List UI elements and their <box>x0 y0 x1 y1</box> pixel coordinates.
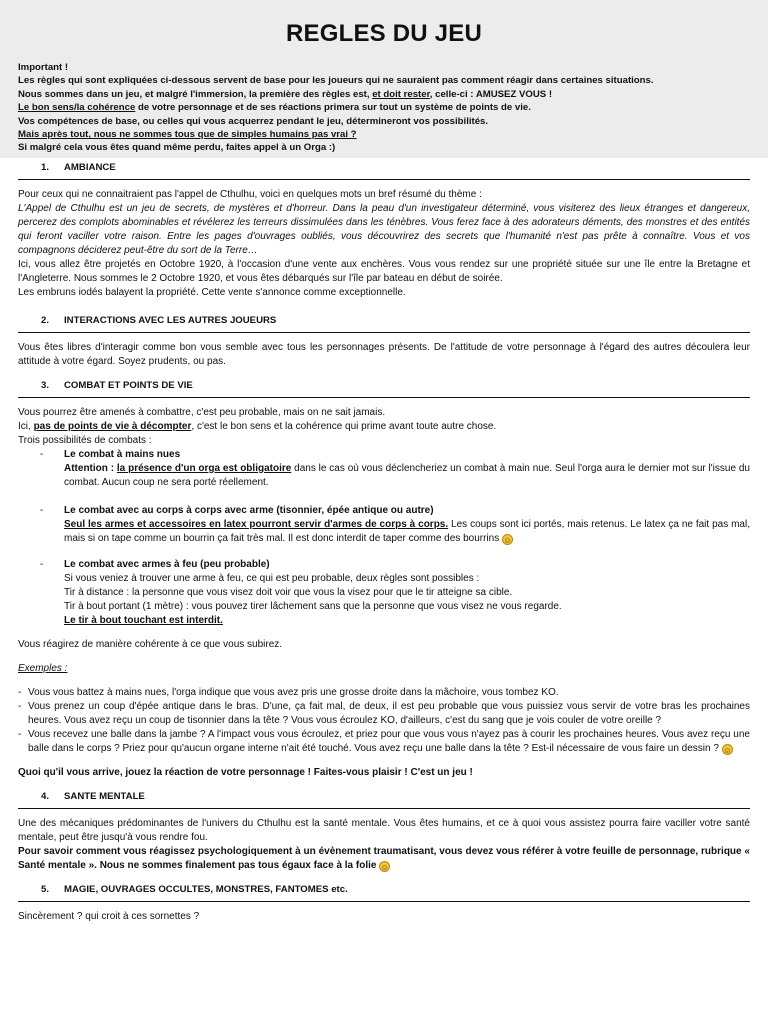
intro-block <box>18 61 750 155</box>
combat-melee: - Le combat avec au corps à corps avec arme (tisonnier, épée antique ou autre) Seul les armes et accessoires en latex pourront servir d'armes de corps à corps. Les coups sont ici portés, mais retenus. Le latex ça ne fait pas mal, mais si on tape comme un bourrin ça fait très mal. Il est donc interdit de taper comme des bourrins ☺ <box>40 504 750 545</box>
combat-melee-text: Seul les armes et accessoires en latex pourront servir d'armes de corps à corps. Les coups sont ici portés, mais retenus. Le latex ça ne fait pas mal, mais si on tape comme un bourrin ça fait très mal. Il est donc interdit de taper comme des bourrins ☺ <box>64 518 750 545</box>
example-item: - Vous vous battez à mains nues, l'orga indique que vous avez pris une grosse droite dans la mâchoire, vous tombez KO. <box>18 686 559 698</box>
examples-label: Exemples : <box>18 662 68 674</box>
section-heading-ambiance: 1. AMBIANCE <box>18 161 750 180</box>
combat-unarmed-text: Attention : la présence d'un orga est obligatoire dans le cas où vous déclencheriez un combat à main nue. Seul l'orga aura le dernier mot sur l'issue du combat. Aucun coup ne sera porté réellement. <box>64 462 750 488</box>
intro-line: Vos compétences de base, ou celles qui vous acquerrez pendant le jeu, détermineront vos possibilités. <box>18 115 489 127</box>
smiley-icon: ☺ <box>503 535 512 545</box>
mental-section <box>18 817 750 873</box>
document <box>18 0 750 924</box>
page-title: REGLES DU JEU <box>286 20 482 47</box>
magic-text: Sincèrement ? qui croit à ces sornettes ? <box>18 910 200 922</box>
mental-rule: Pour savoir comment vous réagissez psychologiquement à un évènement traumatisant, vous devez vous référer à votre feuille de personnage, rubrique « Santé mentale ». Nous ne sommes finalement pas tous égaux face à la folie ☺ <box>18 845 750 872</box>
firearms-line: Si vous veniez à trouver une arme à feu, ce qui est peu probable, deux règles sont possibles : <box>64 572 480 584</box>
combat-options-label: Trois possibilités de combats : <box>18 434 152 446</box>
combat-react: Vous réagirez de manière cohérente à ce que vous subirez. <box>18 638 283 650</box>
intro-line: Important ! <box>18 62 69 73</box>
ambiance-section <box>18 188 750 300</box>
combat-unarmed: - Le combat à mains nues Attention : la présence d'un orga est obligatoire dans le cas où vous déclencheriez un combat à main nue. Seul l'orga aura le dernier mot sur l'issue du combat. Aucun coup ne sera porté réellement. <box>40 448 750 488</box>
combat-melee-title: Le combat avec au corps à corps avec arme (tisonnier, épée antique ou autre) <box>64 504 434 516</box>
section-heading-interactions: 2. INTERACTIONS AVEC LES AUTRES JOUEURS <box>18 314 750 333</box>
combat-firearms-title: Le combat avec armes à feu (peu probable) <box>64 558 270 570</box>
ambiance-closing: Les embruns iodés balayent la propriété. Cette vente s'annonce comme exceptionnelle. <box>18 286 406 298</box>
section-heading-combat: 3. COMBAT ET POINTS DE VIE <box>18 379 750 398</box>
combat-intro: Vous pourrez être amenés à combattre, c'est peu probable, mais on ne sait jamais. <box>18 406 386 418</box>
intro-line: Si malgré cela vous êtes quand même perdu, faites appel à un Orga :) <box>18 142 336 154</box>
example-item: - Vous recevez une balle dans la jambe ? A l'impact vous vous écroulez, et priez pour que vous vous n'ayez pas à courir les prochaines heures. Vous avez reçu une balle dans le corps ? Priez pour qu'aucun organe interne n'ait été touché. Vous avez reçu une balle dans la tête ? Est-il nécessaire de vous faire un dessin ? ☺ <box>18 728 750 755</box>
firearms-line: Tir à bout portant (1 mètre) : vous pouvez tirer lâchement sans que la personne que vous visez ne vous regarde. <box>64 600 562 612</box>
interactions-text: Vous êtes libres d'interagir comme bon vous semble avec tous les personnages présents. De l'attitude de votre personnage à l'égard des autres découlera leur attitude à votre égard. Soyez prudents, ou pas. <box>18 341 750 367</box>
examples-list <box>18 686 750 756</box>
intro-line: Nous sommes dans un jeu, et malgré l'immersion, la première des règles est, et doit rester, celle-ci : AMUSEZ VOUS ! <box>18 88 553 100</box>
combat-firearms: - Le combat avec armes à feu (peu probable) Si vous veniez à trouver une arme à feu, ce qui est peu probable, deux règles sont possibles : Tir à distance : la personne que vous visez doit voir que vous la visez pour que le tir atteigne sa cible. Tir à bout portant (1 mètre) : vous pouvez tirer lâchement sans que la personne que vous visez ne vous regarde. Le tir à bout touchant est interdit. <box>18 558 750 628</box>
intro-line: Le bon sens/la cohérence de votre personnage et de ses réactions primera sur tout un système de points de vie. <box>18 102 531 114</box>
firearms-line: Le tir à bout touchant est interdit. <box>64 614 223 626</box>
combat-section <box>18 406 750 780</box>
combat-unarmed-title: Le combat à mains nues <box>64 448 181 460</box>
smiley-icon: ☺ <box>380 862 389 872</box>
firearms-line: Tir à distance : la personne que vous visez doit voir que vous la visez pour que le tir atteigne sa cible. <box>64 586 513 598</box>
combat-rule: Ici, pas de points de vie à décompter, c'est le bon sens et la cohérence qui prime avant toute autre chose. <box>18 420 497 432</box>
smiley-icon: ☺ <box>723 745 732 755</box>
section-heading-magic: 5. MAGIE, OUVRAGES OCCULTES, MONSTRES, FANTOMES etc. <box>18 883 750 902</box>
intro-line: Les règles qui sont expliquées ci-dessous servent de base pour les joueurs qui ne sauraient pas comment réagir dans certaines situations. <box>18 75 654 87</box>
ambiance-setting: Ici, vous allez être projetés en Octobre 1920, à l'occasion d'une vente aux enchères. Vous vous rendez sur une propriété située sur une île entre la Bretagne et l'Angleterre. Nous sommes le 2 Octobre 1920, et vous êtes débarqués sur l'île par bateau en début de soirée. <box>18 258 750 284</box>
mental-text: Une des mécaniques prédominantes de l'univers du Cthulhu est la santé mentale. Vous êtes humains, et ce à quoi vous assistez pourra faire vaciller votre santé mentale, peut être jusqu'à vous rendre fou. <box>18 817 750 843</box>
example-item: - Vous prenez un coup d'épée antique dans le bras. D'une, ça fait mal, de deux, il est peu probable que vous puissiez vous servir de votre bras les prochaines heures. Vous avez reçu un coup de tisonnier dans la tête ? Vous vous écroulez KO, d'ailleurs, c'est du sang que je vois couler de votre oreille ? <box>18 700 750 726</box>
intro-line: Mais après tout, nous ne sommes tous que de simples humains pas vrai ? <box>18 129 357 141</box>
section-heading-mental: 4. SANTE MENTALE <box>18 790 750 809</box>
ambiance-quote: L'Appel de Cthulhu est un jeu de secrets, de mystères et d'horreur. Dans la peau d'un investigateur déterminé, vous visiterez des lieux étranges et dangereux, percerez des complots abominables et révélerez les terreurs dissimulées dans les ténèbres. Vous ferez face à des adorateurs déments, des monstres et des entités qui feront vaciller votre raison. Entre les pages d'ouvrages oubliés, vous découvrirez des secrets que l'humanité n'est pas prête à connaître. Vous et vos compagnons déciderez peut-être du sort de la Terre… <box>18 202 750 256</box>
combat-final: Quoi qu'il vous arrive, jouez la réaction de votre personnage ! Faites-vous plaisir ! C'est un jeu ! <box>18 766 473 778</box>
ambiance-lead: Pour ceux qui ne connaitraient pas l'appel de Cthulhu, voici en quelques mots un bref résumé du thème : <box>18 188 482 200</box>
